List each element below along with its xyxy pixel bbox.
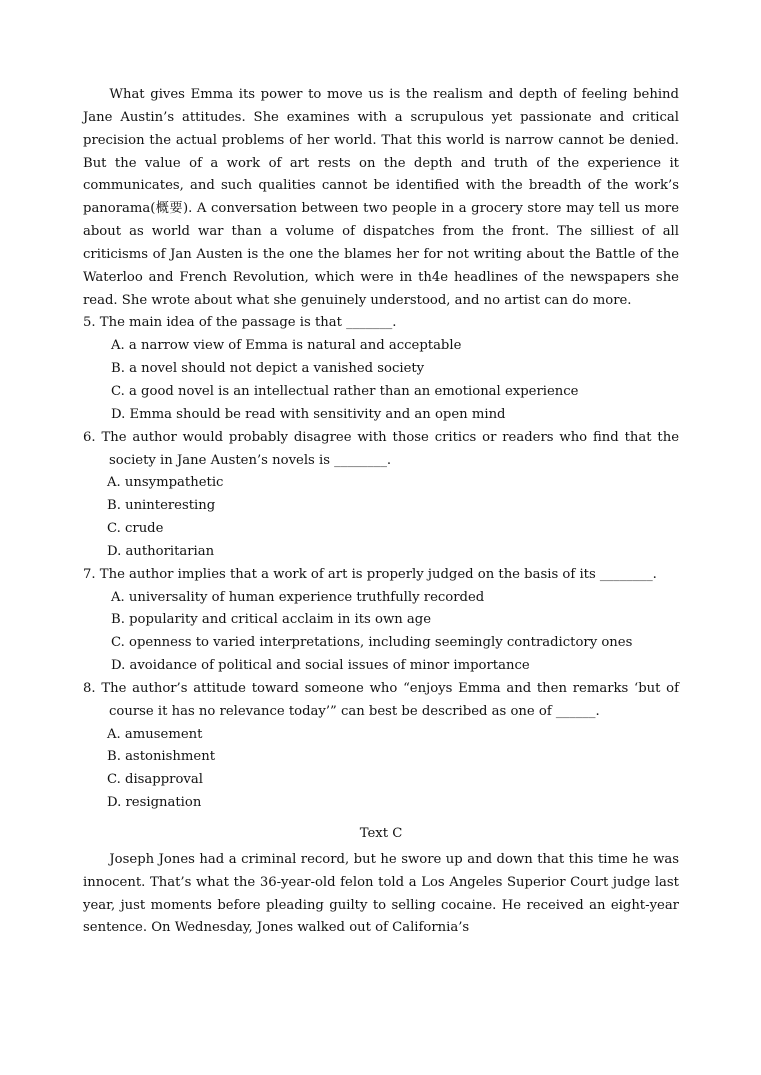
option-a: A. amusement <box>107 726 203 742</box>
question-stem: 5. The main idea of the passage is that _______. <box>83 315 397 331</box>
passage-paragraph: What gives Emma its power to move us is the realism and depth of feeling behind Jane Austin’s attitudes. She examines with a scrupulous yet passionate and critical precision the actual problems of her world. That this world is narrow cannot be denied. But the value of a work of art rests on the depth and truth of the experience it communicates, and such qualities cannot be identified with the breadth of the work’s panorama(概要). A conversation between two people in a grocery store may tell us more about as world war than a volume of dispatches from the front. The silliest of all criticisms of Jan Austen is the one the blames her for not writing about the Battle of the Waterloo and French Revolution, which were in th4e headlines of the newspapers she read. She wrote about what she genuinely understood, and no artist can do more. <box>83 87 679 308</box>
option-b: B. astonishment <box>107 749 216 765</box>
option-a: A. universality of human experience truthfully recorded <box>111 589 485 605</box>
section-c-paragraph: Joseph Jones had a criminal record, but he swore up and down that this time he was innocent. That’s what the 36-year-old felon told a Los Angeles Superior Court judge last year, just moments before pleading guilty to selling cocaine. He received an eight-year sentence. On Wednesday, Jones walked out of California’s <box>83 851 679 936</box>
question-6 <box>83 427 679 564</box>
question-5 <box>83 312 679 426</box>
answer-options <box>83 335 679 426</box>
question-stem: 8. The author’s attitude toward someone who “enjoys Emma and then remarks ‘but of course it has no relevance today’” can best be described as one of ______. <box>83 680 679 719</box>
option-c: C. disapproval <box>107 772 203 788</box>
option-d: D. authoritarian <box>107 543 215 559</box>
option-b: B. popularity and critical acclaim in its own age <box>111 612 432 628</box>
question-7 <box>83 564 679 678</box>
document-page <box>83 84 679 940</box>
option-a: A. a narrow view of Emma is natural and acceptable <box>111 338 462 354</box>
option-d: D. Emma should be read with sensitivity and an open mind <box>111 406 506 422</box>
answer-options <box>83 587 679 678</box>
section-title: Text C <box>359 826 403 841</box>
question-stem: 7. The author implies that a work of art is properly judged on the basis of its ________. <box>83 566 657 582</box>
question-stem: 6. The author would probably disagree with those critics or readers who find that the society in Jane Austen’s novels is ________. <box>83 429 679 468</box>
option-c: C. openness to varied interpretations, including seemingly contradictory ones <box>111 635 633 651</box>
answer-options <box>83 472 679 563</box>
question-8 <box>83 678 679 815</box>
option-c: C. crude <box>107 521 164 537</box>
option-c: C. a good novel is an intellectual rather than an emotional experience <box>111 383 579 399</box>
answer-options <box>83 724 679 815</box>
option-b: B. a novel should not depict a vanished society <box>111 361 425 377</box>
option-d: D. avoidance of political and social issues of minor importance <box>111 658 530 674</box>
option-a: A. unsympathetic <box>107 475 224 491</box>
option-d: D. resignation <box>107 795 202 811</box>
option-b: B. uninteresting <box>107 498 216 514</box>
